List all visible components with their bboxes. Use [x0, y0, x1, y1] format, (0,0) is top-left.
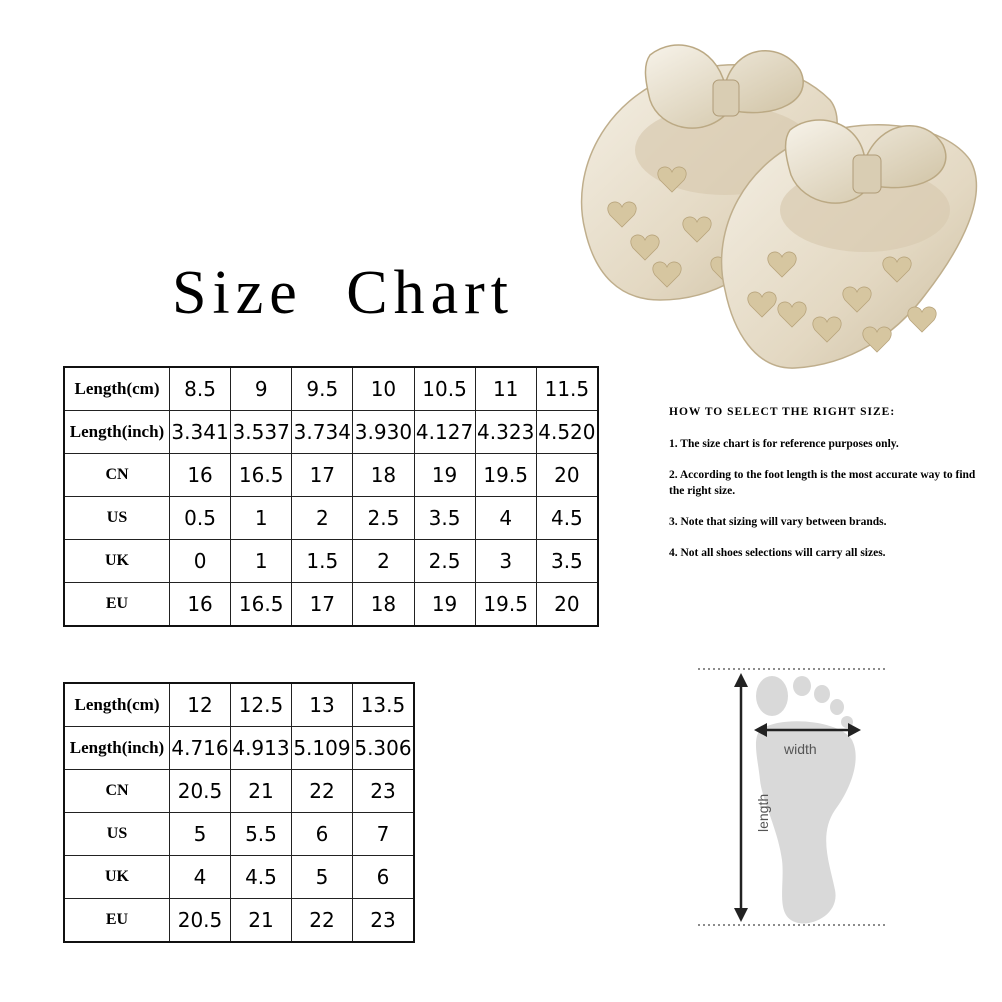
size-row — [64, 683, 414, 727]
size-cell: 12 — [170, 683, 231, 727]
size-cell: 4.913 — [230, 727, 291, 770]
size-cell: 3.537 — [231, 411, 292, 454]
size-cell: 20 — [536, 583, 598, 627]
size-guide-tip: 3. Note that sizing will vary between brands. — [669, 516, 887, 528]
row-header: UK — [64, 856, 170, 899]
size-cell: 7 — [352, 813, 414, 856]
size-row — [64, 497, 598, 540]
size-cell: 4.520 — [536, 411, 598, 454]
size-cell: 12.5 — [230, 683, 291, 727]
size-table-large — [63, 682, 415, 943]
size-cell: 4.323 — [475, 411, 536, 454]
size-cell: 16.5 — [231, 454, 292, 497]
size-cell: 4.716 — [170, 727, 231, 770]
row-header: CN — [64, 770, 170, 813]
size-cell: 22 — [291, 770, 352, 813]
row-header: Length(inch) — [64, 727, 170, 770]
size-cell: 16.5 — [231, 583, 292, 627]
size-cell: 1 — [231, 497, 292, 540]
size-cell: 19.5 — [475, 583, 536, 627]
size-cell: 11.5 — [536, 367, 598, 411]
size-cell: 23 — [352, 770, 414, 813]
size-cell: 19.5 — [475, 454, 536, 497]
size-cell: 2 — [353, 540, 414, 583]
size-cell: 2 — [292, 497, 353, 540]
size-cell: 6 — [352, 856, 414, 899]
size-cell: 16 — [170, 454, 231, 497]
row-header: UK — [64, 540, 170, 583]
size-row — [64, 367, 598, 411]
size-cell: 8.5 — [170, 367, 231, 411]
size-row — [64, 540, 598, 583]
size-guide-title: HOW TO SELECT THE RIGHT SIZE: — [669, 406, 896, 418]
size-cell: 19 — [414, 454, 475, 497]
size-cell: 10.5 — [414, 367, 475, 411]
row-header: EU — [64, 583, 170, 627]
size-cell: 21 — [230, 899, 291, 943]
size-cell: 4.127 — [414, 411, 475, 454]
size-cell: 21 — [230, 770, 291, 813]
size-cell: 3.5 — [536, 540, 598, 583]
size-cell: 1.5 — [292, 540, 353, 583]
size-cell: 3 — [475, 540, 536, 583]
size-guide — [669, 404, 989, 576]
size-cell: 5.5 — [230, 813, 291, 856]
size-cell: 18 — [353, 454, 414, 497]
size-row — [64, 770, 414, 813]
size-cell: 3.734 — [292, 411, 353, 454]
size-cell: 9 — [231, 367, 292, 411]
size-cell: 19 — [414, 583, 475, 627]
size-guide-tip: 1. The size chart is for reference purposes only. — [669, 438, 899, 450]
size-cell: 23 — [352, 899, 414, 943]
size-guide-tip: 4. Not all shoes selections will carry all sizes. — [669, 547, 886, 559]
size-cell: 5.306 — [352, 727, 414, 770]
size-cell: 4.5 — [230, 856, 291, 899]
size-cell: 22 — [291, 899, 352, 943]
size-cell: 17 — [292, 583, 353, 627]
size-row — [64, 454, 598, 497]
size-cell: 5 — [291, 856, 352, 899]
size-cell: 16 — [170, 583, 231, 627]
size-cell: 3.5 — [414, 497, 475, 540]
size-row — [64, 411, 598, 454]
page-title: Size Chart — [172, 259, 514, 327]
product-shoes-image — [565, 30, 995, 380]
row-header: US — [64, 497, 170, 540]
size-cell: 5 — [170, 813, 231, 856]
size-row — [64, 727, 414, 770]
size-cell: 4 — [170, 856, 231, 899]
row-header: Length(cm) — [64, 367, 170, 411]
size-row — [64, 583, 598, 627]
length-label: length — [755, 793, 771, 832]
size-cell: 1 — [231, 540, 292, 583]
size-row — [64, 856, 414, 899]
size-cell: 10 — [353, 367, 414, 411]
size-cell: 0 — [170, 540, 231, 583]
row-header: CN — [64, 454, 170, 497]
row-header: US — [64, 813, 170, 856]
row-header: Length(cm) — [64, 683, 170, 727]
size-cell: 4 — [475, 497, 536, 540]
size-cell: 0.5 — [170, 497, 231, 540]
size-cell: 2.5 — [353, 497, 414, 540]
width-label: width — [784, 741, 817, 757]
size-cell: 2.5 — [414, 540, 475, 583]
size-cell: 20.5 — [170, 899, 231, 943]
size-cell: 20 — [536, 454, 598, 497]
size-cell: 9.5 — [292, 367, 353, 411]
size-row — [64, 899, 414, 943]
size-cell: 20.5 — [170, 770, 231, 813]
size-cell: 17 — [292, 454, 353, 497]
row-header: EU — [64, 899, 170, 943]
size-row — [64, 813, 414, 856]
size-cell: 18 — [353, 583, 414, 627]
size-cell: 4.5 — [536, 497, 598, 540]
size-cell: 5.109 — [291, 727, 352, 770]
size-cell: 6 — [291, 813, 352, 856]
row-header: Length(inch) — [64, 411, 170, 454]
size-cell: 13.5 — [352, 683, 414, 727]
size-cell: 13 — [291, 683, 352, 727]
size-guide-tip: 2. According to the foot length is the most accurate way to find the right size. — [669, 469, 976, 497]
size-cell: 11 — [475, 367, 536, 411]
size-table-small — [63, 366, 599, 627]
size-cell: 3.341 — [170, 411, 231, 454]
size-cell: 3.930 — [353, 411, 414, 454]
foot-measurement-diagram — [690, 660, 900, 932]
